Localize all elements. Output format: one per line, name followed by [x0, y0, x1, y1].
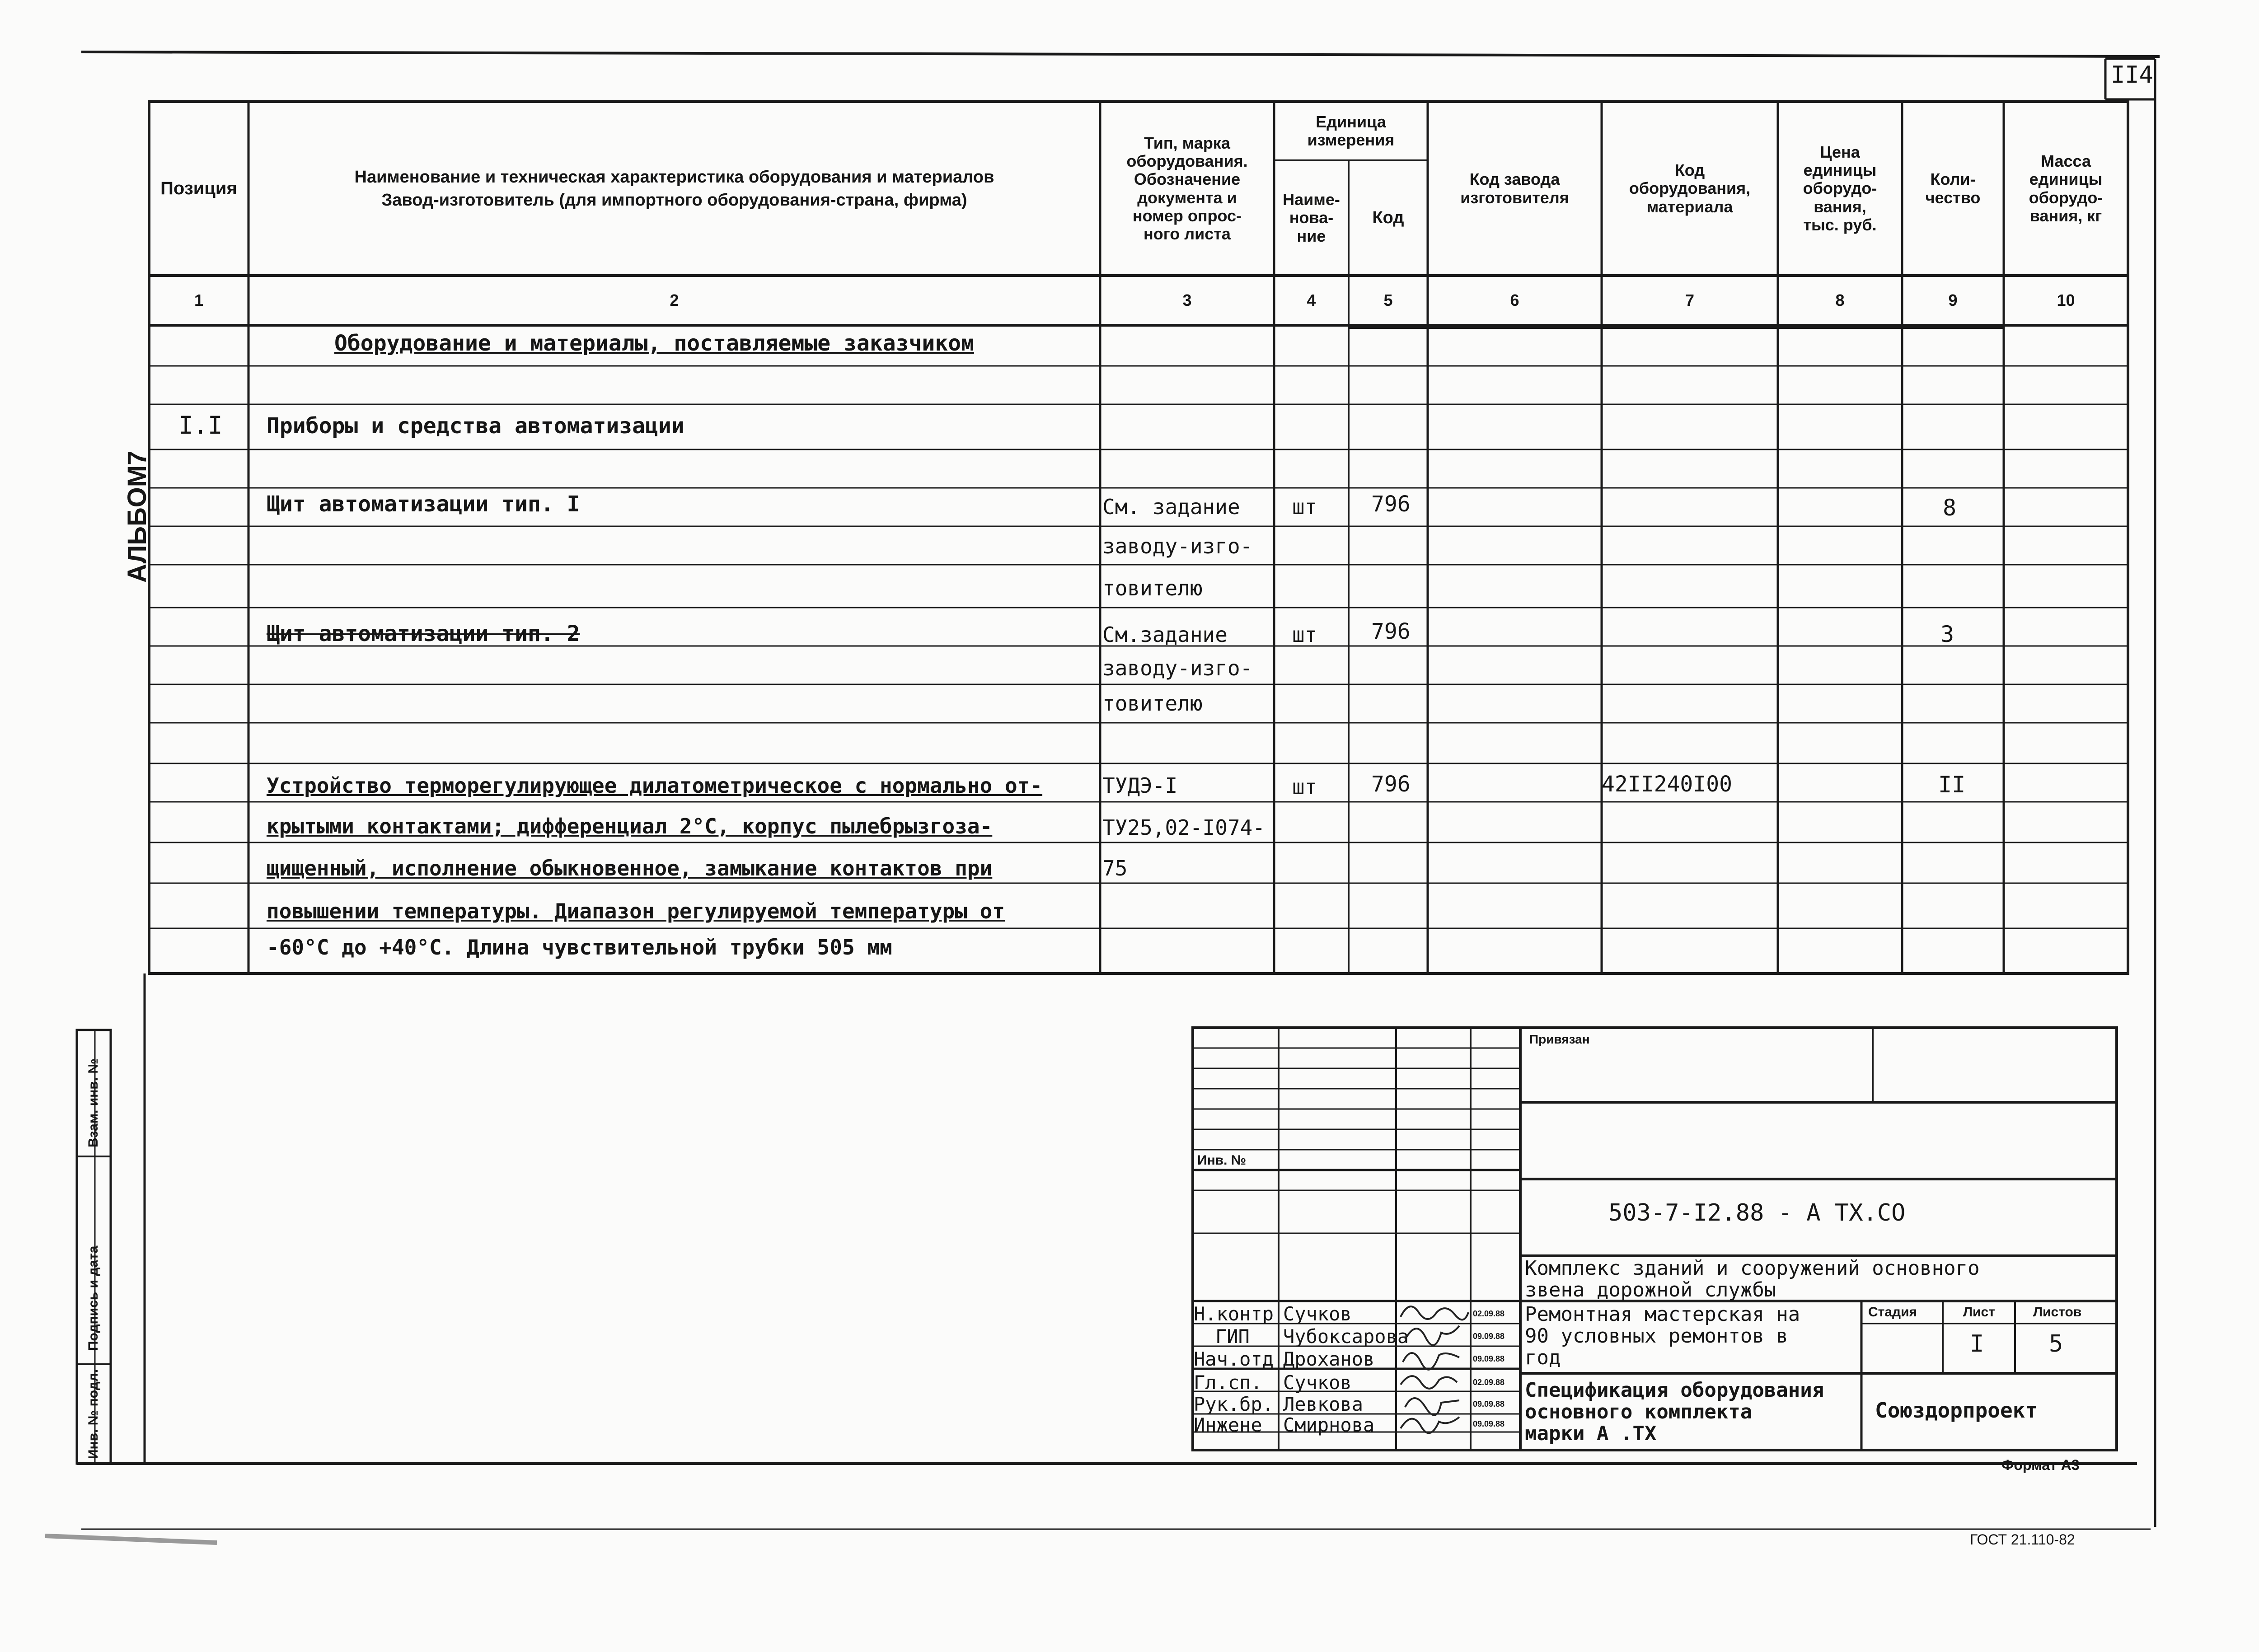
stamp-title-line: марки А .ТХ — [1525, 1422, 1657, 1445]
header-unit-name-line: нова- — [1289, 208, 1334, 227]
header-type-line: ного листа — [1144, 225, 1231, 243]
signer-role: Нач.отд — [1194, 1348, 1274, 1370]
column-number: 5 — [1383, 290, 1393, 309]
format-label: Формат А3 — [2001, 1457, 2080, 1473]
header-price-line: единицы — [1803, 161, 1877, 180]
header-mass-line: вания, кг — [2029, 206, 2102, 225]
item-name-line: Устройство терморегулирующее дилатометрическое с нормально от- — [267, 773, 1043, 798]
section-title: Оборудование и материалы, поставляемые заказчиком — [334, 331, 975, 356]
signer-name: Дроханов — [1283, 1348, 1375, 1370]
signature — [1405, 1326, 1459, 1345]
signature — [1403, 1353, 1459, 1370]
header-price-line: тыс. руб. — [1803, 215, 1877, 234]
item-equipment-code: 42II240I00 — [1602, 772, 1732, 797]
stamp-object-line: Ремонтная мастерская на — [1525, 1303, 1800, 1326]
item-unit: шт — [1292, 622, 1317, 647]
header-type-line: Обозначение — [1134, 170, 1241, 189]
header-unit-name-line: Наиме- — [1283, 190, 1340, 209]
item-type: 75 — [1102, 856, 1128, 880]
item-name-line: повышении температуры. Диапазон регулируемой температуры от — [267, 899, 1005, 923]
stamp-title-line: основного комплекта — [1525, 1400, 1753, 1423]
stamp-title-line: Спецификация оборудования — [1525, 1379, 1824, 1402]
header-mass-line: единицы — [2029, 170, 2103, 189]
header-unit-code: Код — [1372, 208, 1404, 228]
header-price-line: оборудо- — [1803, 179, 1877, 198]
stamp-doc-code: 503-7-I2.88 - А ТХ.СО — [1608, 1199, 1906, 1226]
item-code: 796 — [1371, 491, 1411, 517]
header-unit-line: измерения — [1307, 131, 1395, 149]
signer-name: Чубоксарова — [1283, 1325, 1409, 1348]
column-number: 10 — [2057, 290, 2075, 309]
group-position: I.I — [178, 411, 223, 440]
header-mass-line: оборудо- — [2029, 188, 2103, 207]
item-quantity: II — [1938, 772, 1966, 798]
header-eqcode-line: Код — [1674, 161, 1705, 180]
column-number: 6 — [1510, 290, 1519, 309]
signer-date: 09.09.88 — [1473, 1354, 1505, 1363]
column-number: 8 — [1835, 290, 1845, 309]
signer-role: Гл.сп. — [1194, 1371, 1262, 1394]
signer-role: Н.контр — [1194, 1303, 1274, 1325]
header-position: Позиция — [160, 178, 237, 199]
stamp-sheet-label: Лист — [1963, 1305, 1995, 1320]
item-type: См. задание — [1102, 495, 1240, 519]
signer-name: Левкова — [1283, 1393, 1364, 1415]
margin-signature-date: Подпись и дата — [86, 1245, 101, 1351]
item-name: Щит автоматизации тип. I — [267, 491, 580, 517]
signer-role: ГИП — [1215, 1325, 1250, 1348]
item-name-line: щищенный, исполнение обыкновенное, замыкание контактов при — [267, 856, 993, 880]
item-code: 796 — [1371, 772, 1411, 797]
margin-inv-original: Инв. № подл. — [86, 1369, 101, 1459]
item-code: 796 — [1371, 619, 1411, 644]
header-name-line1: Наименование и техническая характеристика оборудования и материалов — [354, 167, 994, 187]
header-type-line: номер опрос- — [1132, 206, 1242, 225]
header-type-line: документа и — [1137, 188, 1237, 207]
signer-date: 09.09.88 — [1473, 1399, 1505, 1409]
header-unit-name-line: ние — [1297, 226, 1326, 245]
stamp-sheet: I — [1970, 1330, 1984, 1357]
column-number: 2 — [670, 290, 679, 309]
header-factory-line: изготовителя — [1460, 188, 1569, 207]
header-factory-line: Код завода — [1469, 170, 1560, 189]
signature — [1401, 1376, 1457, 1389]
gost-label: ГОСТ 21.110-82 — [1970, 1531, 2075, 1548]
item-quantity: 8 — [1943, 495, 1957, 521]
signer-date: 09.09.88 — [1473, 1332, 1505, 1341]
stamp-object-line: год — [1525, 1346, 1561, 1369]
column-number: 4 — [1307, 290, 1316, 309]
signer-role: Рук.бр. — [1194, 1393, 1274, 1415]
signature — [1401, 1417, 1459, 1433]
item-name: Щит автоматизации тип. 2 — [267, 621, 580, 646]
column-number: 3 — [1182, 290, 1192, 309]
stamp-inv-no: Инв. № — [1197, 1153, 1247, 1168]
item-type: ТУ25,02-I074- — [1102, 815, 1265, 840]
header-name-line2: Завод-изготовитель (для импортного оборудования-страна, фирма) — [381, 190, 967, 210]
item-type: ТУДЭ-I — [1102, 773, 1178, 798]
header-type-line: Тип, марка — [1144, 133, 1230, 152]
signer-date: 02.09.88 — [1473, 1309, 1505, 1318]
header-mass-line: Масса — [2041, 151, 2091, 170]
stamp-stage-label: Стадия — [1868, 1305, 1917, 1320]
item-type: товителю — [1102, 576, 1203, 600]
signer-name: Сучков — [1283, 1371, 1352, 1394]
signer-name: Сучков — [1283, 1303, 1352, 1325]
column-number: 7 — [1685, 290, 1695, 309]
signer-name: Смирнова — [1283, 1414, 1375, 1436]
item-type: См.задание — [1102, 622, 1228, 647]
header-eqcode-line: материала — [1646, 197, 1733, 216]
stamp-project-line: звена дорожной службы — [1525, 1278, 1776, 1301]
sheet-number: II4 — [2111, 61, 2153, 89]
signer-role: Инжене — [1194, 1414, 1262, 1436]
header-qty-line: Коли- — [1930, 170, 1976, 189]
item-unit: шт — [1292, 775, 1317, 799]
stamp-organization: Союздорпроект — [1875, 1398, 2038, 1423]
header-eqcode-line: оборудования, — [1629, 179, 1751, 198]
item-type: заводу-изго- — [1102, 656, 1253, 680]
stamp-object-line: 90 условных ремонтов в — [1525, 1324, 1788, 1348]
column-number: 1 — [194, 290, 204, 309]
item-type: заводу-изго- — [1102, 534, 1253, 558]
margin-replace-inv: Взам. инв. № — [86, 1058, 101, 1147]
item-quantity: 3 — [1940, 621, 1954, 647]
header-unit-line: Единица — [1316, 112, 1386, 131]
stamp-privyazan: Привязан — [1529, 1032, 1590, 1046]
column-number: 9 — [1948, 290, 1958, 309]
item-name-line: крытыми контактами; дифференциал 2°С, корпус пылебрызгоза- — [267, 814, 993, 838]
header-price-line: Цена — [1820, 142, 1860, 161]
header-type-line: оборудования. — [1126, 151, 1248, 170]
header-price-line: вания, — [1814, 197, 1866, 216]
group-name: Приборы и средства автоматизации — [267, 413, 684, 439]
stamp-sheets: 5 — [2049, 1330, 2063, 1357]
item-type: товителю — [1102, 691, 1203, 716]
stamp-project-line: Комплекс зданий и сооружений основного — [1525, 1257, 1980, 1280]
signer-date: 02.09.88 — [1473, 1378, 1505, 1387]
signature — [1401, 1306, 1468, 1320]
item-name-line: -60°С до +40°С. Длина чувствительной трубки 505 мм — [267, 935, 892, 959]
signer-date: 09.09.88 — [1473, 1419, 1505, 1428]
header-qty-line: чество — [1925, 188, 1981, 207]
stamp-sheets-label: Листов — [2033, 1305, 2082, 1320]
item-unit: шт — [1292, 495, 1317, 519]
album-label: АЛЬБОМ7 — [122, 450, 152, 583]
signature — [1405, 1398, 1459, 1415]
